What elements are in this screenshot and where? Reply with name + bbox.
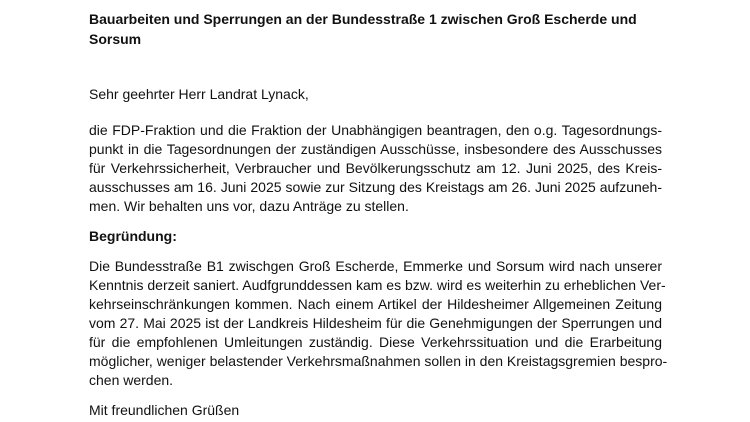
paragraph-line: für die empfohlenen Umleitungen zuständig. Diese Verkehrssituation und die Erarbeitung (89, 334, 662, 350)
reason-heading: Begründung: (89, 228, 177, 244)
document-title (89, 9, 669, 49)
paragraph-line: Kenntnis derzeit saniert. Audfgrunddessen kam es bzw. wird es weiterhin zu erheblichen Ver- (89, 277, 666, 293)
closing-phrase: Mit freundlichen Grüßen (89, 402, 240, 418)
paragraph-line: men. Wir behalten uns vor, dazu Anträge zu stellen. (89, 198, 409, 214)
title-line: Sorsum (89, 31, 142, 47)
salutation: Sehr geehrter Herr Landrat Lynack, (89, 86, 309, 102)
paragraph-line: die FDP-Fraktion und die Fraktion der Unabhängigen beantragen, den o.g. Tagesordnungs- (89, 122, 662, 138)
paragraph-line: chen werden. (89, 372, 174, 388)
paragraph-line: Die Bundesstraße B1 zwischgen Groß Escherde, Emmerke und Sorsum wird nach unserer (89, 258, 662, 274)
title-line: Bauarbeiten und Sperrungen an der Bundesstraße 1 zwischen Groß Escherde und (89, 11, 637, 27)
paragraph-line: möglicher, weniger belastender Verkehrsmaßnahmen sollen in den Kreistagsgremien bespro- (89, 353, 668, 369)
request-paragraph (89, 121, 662, 216)
reason-paragraph (89, 257, 668, 390)
paragraph-line: kehrseinschränkungen kommen. Nach einem Artikel der Hildesheimer Allgemeinen Zeitung (89, 296, 662, 312)
paragraph-line: vom 27. Mai 2025 ist der Landkreis Hildesheim für die Genehmigungen der Sperrungen und (89, 315, 662, 331)
paragraph-line: punkt in die Tagesordnungen der zuständigen Ausschüsse, insbesondere des Ausschusses (89, 141, 662, 157)
paragraph-line: für Verkehrssicherheit, Verbraucher und Bevölkerungsschutz am 12. Juni 2025, des Kreis- (89, 160, 662, 176)
paragraph-line: ausschusses am 16. Juni 2025 sowie zur Sitzung des Kreistags am 26. Juni 2025 aufzuneh- (89, 179, 662, 195)
